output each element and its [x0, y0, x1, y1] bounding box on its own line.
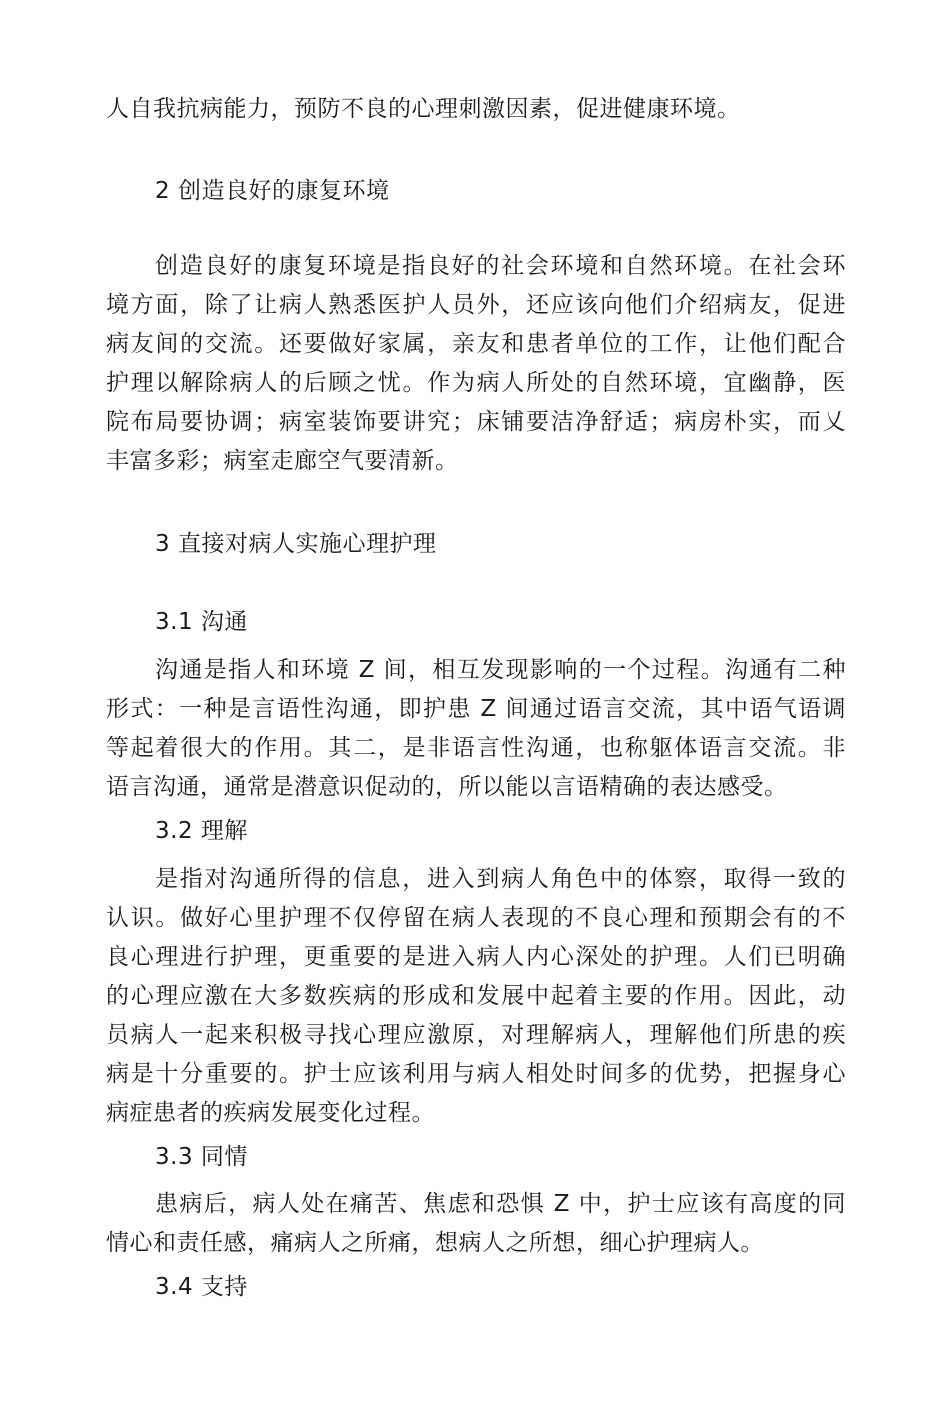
paragraph-line: 创造良好的康复环境是指良好的社会环境和自然环境。在社会环 [155, 253, 846, 279]
paragraph-line: 院布局要协调；病室装饰要讲究；床铺要洁净舒适；病房朴实，而乂 [106, 409, 846, 435]
paragraph-line: 的心理应激在大多数疾病的形成和发展中起着主要的作用。因此，动 [106, 983, 846, 1009]
paragraph-line: 沟通是指人和环境 Z 间，相互发现影响的一个过程。沟通有二种 [155, 657, 846, 683]
paragraph-line: 病友间的交流。还要做好家属，亲友和患者单位的工作，让他们配合 [106, 331, 846, 357]
section-3-1-heading: 3.1 沟通 [155, 609, 248, 635]
section-3-4-heading: 3.4 支持 [155, 1274, 248, 1300]
paragraph-line: 患病后，病人处在痛苦、焦虑和恐惧 Z 中，护士应该有高度的同 [155, 1191, 846, 1217]
section-3-3-heading: 3.3 同情 [155, 1144, 248, 1170]
section-3-heading: 3 直接对病人实施心理护理 [155, 531, 437, 557]
paragraph-line: 语言沟通，通常是潜意识促动的，所以能以言语精确的表达感受。 [106, 774, 788, 800]
paragraph-line: 境方面，除了让病人熟悉医护人员外，还应该向他们介绍病友，促进 [106, 292, 846, 318]
paragraph-line: 护理以解除病人的后顾之忧。作为病人所处的自然环境，宜幽静，医 [106, 370, 846, 396]
paragraph-line: 良心理进行护理，更重要的是进入病人内心深处的护理。人们已明确 [106, 944, 846, 970]
paragraph-line: 病症患者的疾病发展变化过程。 [106, 1100, 435, 1126]
paragraph-line: 丰富多彩；病室走廊空气要清新。 [106, 448, 459, 474]
paragraph-line: 等起着很大的作用。其二，是非语言性沟通，也称躯体语言交流。非 [106, 735, 846, 761]
paragraph-line: 情心和责任感，痛病人之所痛，想病人之所想，细心护理病人。 [106, 1230, 764, 1256]
section-3-2-heading: 3.2 理解 [155, 818, 248, 844]
paragraph-line: 认识。做好心里护理不仅停留在病人表现的不良心理和预期会有的不 [106, 905, 846, 931]
paragraph-line: 是指对沟通所得的信息，进入到病人角色中的体察，取得一致的 [155, 866, 846, 892]
paragraph-line: 员病人一起来积极寻找心理应激原，对理解病人，理解他们所患的疾 [106, 1022, 846, 1048]
section-2-heading: 2 创造良好的康复环境 [155, 178, 390, 204]
paragraph-line: 形式：一种是言语性沟通，即护患 Z 间通过语言交流，其中语气语调 [106, 696, 846, 722]
paragraph-line: 病是十分重要的。护士应该利用与病人相处时间多的优势，把握身心 [106, 1061, 846, 1087]
intro-paragraph-tail: 人自我抗病能力，预防不良的心理刺激因素，促进健康环境。 [106, 96, 741, 122]
